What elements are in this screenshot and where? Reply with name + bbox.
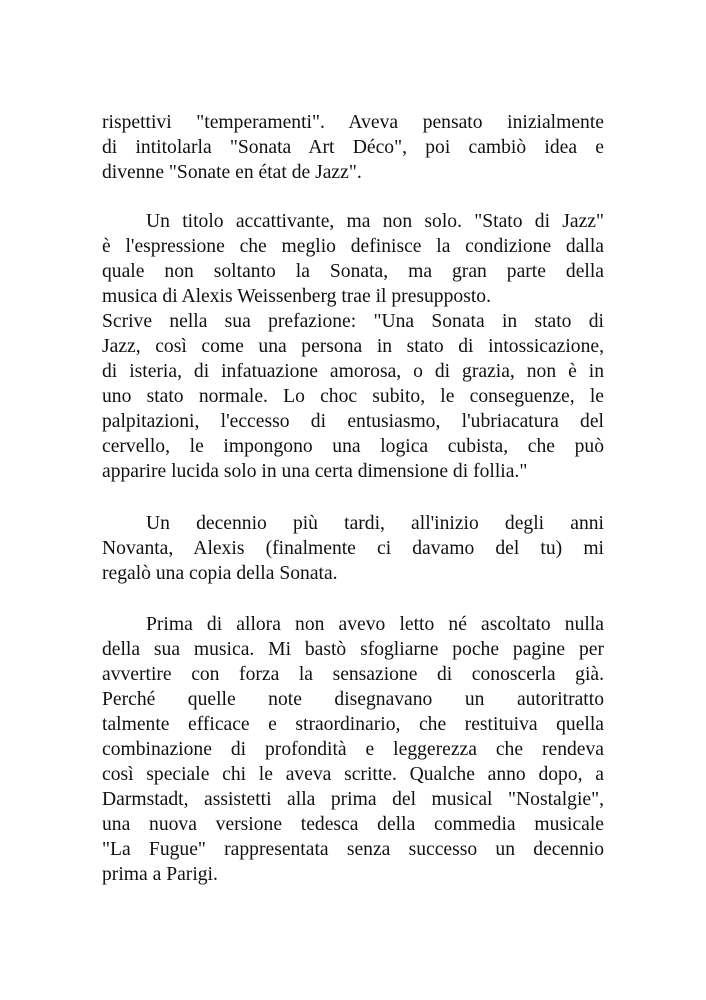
text-line: rispettivi "temperamenti". Aveva pensato inizialmente — [102, 112, 604, 133]
text-line: Perché quelle note disegnavano un autoritratto — [102, 689, 604, 710]
text-line: Scrive nella sua prefazione: "Una Sonata in stato di — [102, 311, 604, 332]
text-line: una nuova versione tedesca della commedia musicale — [102, 814, 604, 835]
text-line: uno stato normale. Lo choc subito, le conseguenze, le — [102, 386, 604, 407]
paragraph-2 — [102, 209, 604, 484]
text-line: così speciale chi le aveva scritte. Qualche anno dopo, a — [102, 764, 604, 785]
text-line: Darmstadt, assistetti alla prima del musical "Nostalgie", — [102, 789, 604, 810]
text-line: Novanta, Alexis (finalmente ci davamo del tu) mi — [102, 538, 604, 559]
paragraph-4 — [102, 612, 604, 887]
text-line: prima a Parigi. — [102, 864, 218, 885]
text-line: musica di Alexis Weissenberg trae il presupposto. — [102, 286, 491, 307]
text-line: palpitazioni, l'eccesso di entusiasmo, l'ubriacatura del — [102, 411, 604, 432]
text-line: "La Fugue" rappresentata senza successo un decennio — [102, 839, 604, 860]
text-line: della sua musica. Mi bastò sfogliarne poche pagine per — [102, 639, 604, 660]
text-line: Un decennio più tardi, all'inizio degli anni — [146, 513, 604, 534]
text-line: talmente efficace e straordinario, che restituiva quella — [102, 714, 604, 735]
text-line: Un titolo accattivante, ma non solo. "Stato di Jazz" — [146, 211, 604, 232]
text-line: avvertire con forza la sensazione di conoscerla già. — [102, 664, 604, 685]
text-line: Prima di allora non avevo letto né ascoltato nulla — [146, 614, 604, 635]
text-line: combinazione di profondità e leggerezza che rendeva — [102, 739, 604, 760]
paragraph-1 — [102, 110, 604, 185]
text-line: è l'espressione che meglio definisce la condizione dalla — [102, 236, 604, 257]
text-line: di intitolarla "Sonata Art Déco", poi cambiò idea e — [102, 137, 604, 158]
paragraph-3 — [102, 511, 604, 586]
text-line: apparire lucida solo in una certa dimensione di follia." — [102, 461, 528, 482]
text-line: cervello, le impongono una logica cubista, che può — [102, 436, 604, 457]
text-line: quale non soltanto la Sonata, ma gran parte della — [102, 261, 604, 282]
text-line: regalò una copia della Sonata. — [102, 563, 338, 584]
text-line: Jazz, così come una persona in stato di intossicazione, — [102, 336, 604, 357]
text-line: divenne "Sonate en état de Jazz". — [102, 162, 362, 183]
text-line: di isteria, di infatuazione amorosa, o di grazia, non è in — [102, 361, 604, 382]
